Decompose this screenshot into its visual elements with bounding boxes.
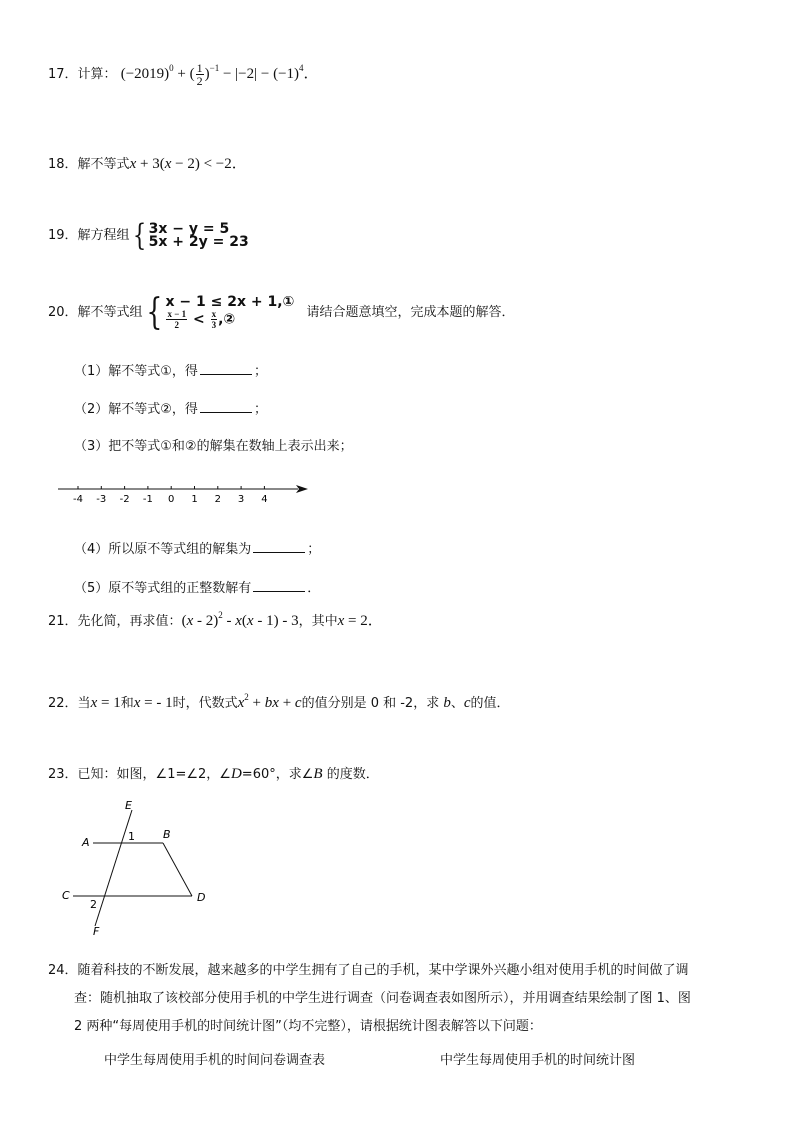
answer-blank[interactable] — [253, 579, 305, 592]
number-line-label: 4 — [261, 494, 268, 505]
number-line-label: -3 — [96, 494, 107, 505]
question-20: 20．解不等式组{ x − 1 ≤ 2x + 1,① $\frac{x - 1}{2}$ < $\frac{x}{3}$ ,② 请结合题意填空，完成本题的解答． — [48, 292, 515, 333]
line-ef — [95, 810, 132, 926]
label-c: C — [62, 889, 70, 902]
q17-expression: $(-2019)^0$ + ( $\frac{1}{2}$ )$^{-1} - |-2| - (-1)^4$． — [120, 61, 319, 88]
left-brace-icon: { — [145, 292, 163, 333]
number-line-label: -4 — [73, 494, 83, 505]
label-2: 2 — [90, 898, 97, 911]
q20-sub3: （3）把不等式①和②的解集在数轴上表示出来； — [74, 439, 353, 454]
number-line — [50, 478, 320, 508]
label-e: E — [125, 799, 132, 812]
line-bd — [163, 843, 192, 896]
number-line-label: 1 — [191, 494, 198, 505]
q20-sub1: （1）解不等式①，得 ； — [74, 364, 267, 379]
geometry-figure — [55, 795, 215, 940]
number-line-label: -2 — [119, 494, 130, 505]
question-24: 24．随着科技的不断发展，越来越多的中学生拥有了自己的手机，某中学课外兴趣小组对使用手机的时间做了调 查：随机抽取了该校部分使用手机的中学生进行调查（问卷调查表如图所示），并用调查结果绘制了图 1、图 2 两种“每周使用手机的时间统计图”（均不完整），请根据统计图表解答以下问题： — [48, 963, 691, 1034]
answer-blank[interactable] — [200, 400, 252, 413]
caption-questionnaire: 中学生每周使用手机的时间问卷调查表 — [104, 1053, 326, 1068]
q21-expression: (x - 2)$^2$ - x(x - 1) - 3 — [181, 610, 299, 629]
equation-system: 3x − y = 5 5x + 2y = 23 — [148, 221, 249, 250]
q20-sub5: （5）原不等式组的正整数解有 ． — [74, 581, 321, 596]
number-line-label: 0 — [168, 494, 175, 505]
question-17: 17．计算： $(-2019)^0$ + ( $\frac{1}{2}$ )$^{-1} - |-2| - (-1)^4$． — [48, 61, 319, 88]
number-line-label: -1 — [142, 494, 153, 505]
question-18: 18．解不等式x + 3(x − 2) < −2． — [48, 156, 247, 172]
caption-statistics-chart: 中学生每周使用手机的时间统计图 — [440, 1053, 636, 1068]
q20-sub4: （4）所以原不等式组的解集为 ； — [74, 542, 321, 557]
question-22: 22．当x = 1和x = - 1时，代数式$x^2$ + bx + c的值分别是 0 和 -2，求 b、c的值． — [48, 692, 510, 711]
number-line-label: 3 — [237, 494, 245, 505]
number-line-label: 2 — [214, 494, 221, 505]
label-f: F — [93, 925, 100, 938]
answer-blank[interactable] — [200, 362, 252, 375]
label-b: B — [163, 828, 171, 841]
q18-inequality: x + 3(x − 2) < −2． — [129, 156, 247, 172]
inequality-system: x − 1 ≤ 2x + 1,① $\frac{x - 1}{2}$ < $\frac{x}{3}$ ,② — [165, 294, 295, 330]
answer-blank[interactable] — [253, 540, 305, 553]
q22-expression: $x^2$ + bx + c — [237, 692, 302, 711]
question-19: 19．解方程组{ 3x − y = 5 5x + 2y = 23 — [48, 218, 249, 253]
label-1: 1 — [128, 830, 135, 843]
question-21: 21．先化简，再求值：(x - 2)$^2$ - x(x - 1) - 3，其中x = 2． — [48, 610, 383, 629]
label-d: D — [197, 891, 206, 904]
left-brace-icon: { — [132, 218, 146, 253]
label-a: A — [82, 836, 90, 849]
q20-sub2: （2）解不等式②，得 ； — [74, 402, 267, 417]
question-23: 23．已知：如图，∠1=∠2，∠D=60°，求∠B 的度数． — [48, 766, 379, 782]
